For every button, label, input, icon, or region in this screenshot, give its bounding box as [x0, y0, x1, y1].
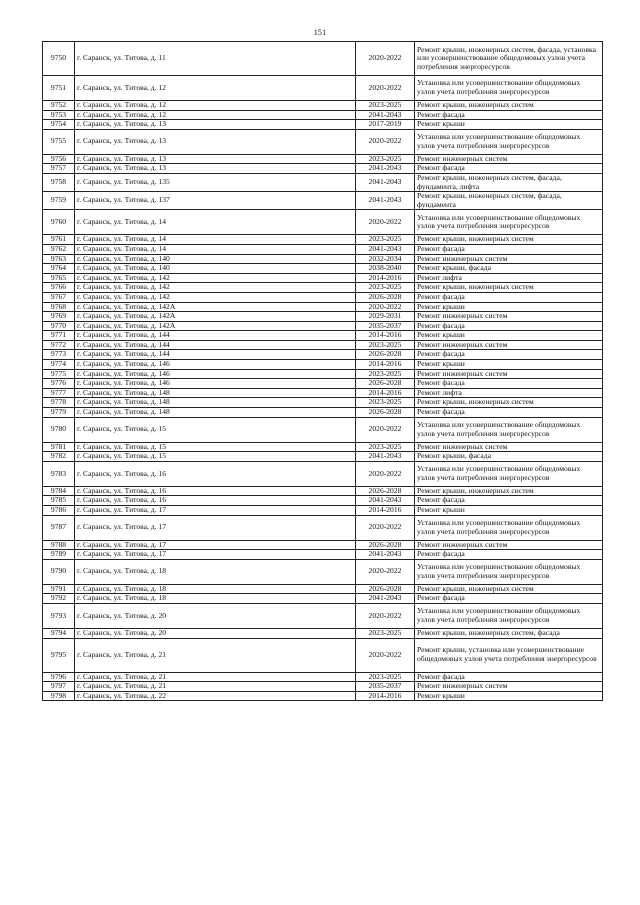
address-cell: г. Саранск, ул. Титова, д. 15	[75, 452, 356, 462]
table-row	[43, 417, 603, 442]
row-number-cell: 9776	[43, 379, 75, 389]
work-type-cell: Ремонт фасада	[415, 594, 603, 604]
period-cell: 2026-2028	[356, 486, 415, 496]
period-cell: 2020-2022	[356, 638, 415, 672]
address-cell: г. Саранск, ул. Титова, д. 13	[75, 129, 356, 154]
page-number: 151	[313, 28, 327, 37]
row-number-cell: 9766	[43, 283, 75, 293]
address-cell: г. Саранск, ул. Титова, д. 15	[75, 442, 356, 452]
address-cell: г. Саранск, ул. Титова, д. 142	[75, 273, 356, 283]
row-number-cell: 9754	[43, 120, 75, 130]
table-row	[43, 461, 603, 486]
table-row	[43, 360, 603, 370]
address-cell: г. Саранск, ул. Титова, д. 18	[75, 559, 356, 584]
period-cell: 2014-2016	[356, 360, 415, 370]
period-cell: 2032-2034	[356, 254, 415, 264]
work-type-cell: Ремонт крыши, инженерных систем	[415, 235, 603, 245]
row-number-cell: 9762	[43, 244, 75, 254]
address-cell: г. Саранск, ул. Титова, д. 17	[75, 540, 356, 550]
address-cell: г. Саранск, ул. Титова, д. 146	[75, 360, 356, 370]
row-number-cell: 9795	[43, 638, 75, 672]
work-type-cell: Ремонт фасада	[415, 244, 603, 254]
work-type-cell: Ремонт фасада	[415, 408, 603, 418]
address-cell: г. Саранск, ул. Титова, д. 142А	[75, 312, 356, 322]
work-type-cell: Ремонт инженерных систем	[415, 369, 603, 379]
row-number-cell: 9794	[43, 628, 75, 638]
address-cell: г. Саранск, ул. Титова, д. 144	[75, 340, 356, 350]
row-number-cell: 9753	[43, 110, 75, 120]
work-type-cell: Ремонт крыши, инженерных систем, фасада	[415, 628, 603, 638]
row-number-cell: 9757	[43, 164, 75, 174]
table-row	[43, 340, 603, 350]
work-type-cell: Ремонт лифта	[415, 388, 603, 398]
work-type-cell: Ремонт крыши	[415, 360, 603, 370]
address-cell: г. Саранск, ул. Титова, д. 144	[75, 331, 356, 341]
table-row	[43, 486, 603, 496]
work-type-cell: Ремонт фасада	[415, 350, 603, 360]
table-row	[43, 120, 603, 130]
work-type-cell: Ремонт фасада	[415, 496, 603, 506]
row-number-cell: 9779	[43, 408, 75, 418]
address-cell: г. Саранск, ул. Титова, д. 15	[75, 417, 356, 442]
period-cell: 2026-2028	[356, 350, 415, 360]
table-row	[43, 691, 603, 701]
period-cell: 2026-2028	[356, 379, 415, 389]
row-number-cell: 9796	[43, 672, 75, 682]
period-cell: 2023-2025	[356, 101, 415, 111]
address-cell: г. Саранск, ул. Титова, д. 146	[75, 369, 356, 379]
period-cell: 2020-2022	[356, 417, 415, 442]
address-cell: г. Саранск, ул. Титова, д. 148	[75, 388, 356, 398]
row-number-cell: 9765	[43, 273, 75, 283]
address-cell: г. Саранск, ул. Титова, д. 16	[75, 496, 356, 506]
period-cell: 2020-2022	[356, 42, 415, 76]
work-type-cell: Ремонт фасада	[415, 321, 603, 331]
address-cell: г. Саранск, ул. Титова, д. 11	[75, 42, 356, 76]
work-type-cell: Ремонт крыши, фасада	[415, 264, 603, 274]
work-type-cell: Ремонт инженерных систем	[415, 154, 603, 164]
address-cell: г. Саранск, ул. Титова, д. 142А	[75, 302, 356, 312]
period-cell: 2041-2043	[356, 164, 415, 174]
row-number-cell: 9778	[43, 398, 75, 408]
address-cell: г. Саранск, ул. Титова, д. 13	[75, 164, 356, 174]
work-type-cell: Ремонт инженерных систем	[415, 540, 603, 550]
period-cell: 2020-2022	[356, 76, 415, 101]
period-cell: 2023-2025	[356, 398, 415, 408]
work-type-cell: Ремонт крыши, инженерных систем	[415, 283, 603, 293]
row-number-cell: 9775	[43, 369, 75, 379]
row-number-cell: 9797	[43, 682, 75, 692]
address-cell: г. Саранск, ул. Титова, д. 144	[75, 350, 356, 360]
period-cell: 2023-2025	[356, 369, 415, 379]
address-cell: г. Саранск, ул. Титова, д. 12	[75, 101, 356, 111]
address-cell: г. Саранск, ул. Титова, д. 14	[75, 235, 356, 245]
table-row	[43, 192, 603, 210]
table-row	[43, 559, 603, 584]
row-number-cell: 9772	[43, 340, 75, 350]
work-type-cell: Ремонт крыши, инженерных систем	[415, 398, 603, 408]
address-cell: г. Саранск, ул. Титова, д. 21	[75, 682, 356, 692]
row-number-cell: 9750	[43, 42, 75, 76]
work-type-cell: Установка или усовершенствование общедомовых узлов учета потребления энергоресурсов	[415, 129, 603, 154]
table-row	[43, 550, 603, 560]
table-row	[43, 369, 603, 379]
period-cell: 2035-2037	[356, 682, 415, 692]
address-cell: г. Саранск, ул. Титова, д. 14	[75, 244, 356, 254]
row-number-cell: 9768	[43, 302, 75, 312]
table-row	[43, 101, 603, 111]
address-cell: г. Саранск, ул. Титова, д. 148	[75, 398, 356, 408]
address-cell: г. Саранск, ул. Титова, д. 14	[75, 210, 356, 235]
address-cell: г. Саранск, ул. Титова, д. 16	[75, 486, 356, 496]
period-cell: 2035-2037	[356, 321, 415, 331]
table-row	[43, 506, 603, 516]
row-number-cell: 9798	[43, 691, 75, 701]
period-cell: 2020-2022	[356, 302, 415, 312]
period-cell: 2023-2025	[356, 283, 415, 293]
table-row	[43, 264, 603, 274]
address-cell: г. Саранск, ул. Титова, д. 140	[75, 264, 356, 274]
row-number-cell: 9751	[43, 76, 75, 101]
table-row	[43, 379, 603, 389]
period-cell: 2023-2025	[356, 442, 415, 452]
row-number-cell: 9761	[43, 235, 75, 245]
table-row	[43, 244, 603, 254]
table-row	[43, 76, 603, 101]
period-cell: 2041-2043	[356, 173, 415, 191]
table-row	[43, 515, 603, 540]
table-row	[43, 388, 603, 398]
work-type-cell: Ремонт крыши	[415, 331, 603, 341]
address-cell: г. Саранск, ул. Титова, д. 17	[75, 515, 356, 540]
table-row	[43, 254, 603, 264]
table-row	[43, 321, 603, 331]
row-number-cell: 9771	[43, 331, 75, 341]
row-number-cell: 9767	[43, 292, 75, 302]
period-cell: 2029-2031	[356, 312, 415, 322]
address-cell: г. Саранск, ул. Титова, д. 20	[75, 628, 356, 638]
work-type-cell: Установка или усовершенствование общедомовых узлов учета потребления энергоресурсов	[415, 515, 603, 540]
table-row	[43, 672, 603, 682]
work-type-cell: Ремонт крыши, инженерных систем	[415, 486, 603, 496]
work-type-cell: Установка или усовершенствование общедомовых узлов учета потребления энергоресурсов	[415, 559, 603, 584]
period-cell: 2020-2022	[356, 603, 415, 628]
address-cell: г. Саранск, ул. Титова, д. 137	[75, 192, 356, 210]
address-cell: г. Саранск, ул. Титова, д. 22	[75, 691, 356, 701]
row-number-cell: 9774	[43, 360, 75, 370]
period-cell: 2026-2028	[356, 540, 415, 550]
period-cell: 2014-2016	[356, 691, 415, 701]
period-cell: 2041-2043	[356, 244, 415, 254]
row-number-cell: 9759	[43, 192, 75, 210]
row-number-cell: 9764	[43, 264, 75, 274]
work-type-cell: Установка или усовершенствование общедомовых узлов учета потребления энергоресурсов	[415, 76, 603, 101]
row-number-cell: 9770	[43, 321, 75, 331]
work-type-cell: Ремонт крыши, инженерных систем	[415, 101, 603, 111]
period-cell: 2020-2022	[356, 559, 415, 584]
row-number-cell: 9773	[43, 350, 75, 360]
address-cell: г. Саранск, ул. Титова, д. 21	[75, 672, 356, 682]
period-cell: 2026-2028	[356, 292, 415, 302]
table-row	[43, 452, 603, 462]
table-row	[43, 603, 603, 628]
address-cell: г. Саранск, ул. Титова, д. 18	[75, 584, 356, 594]
work-type-cell: Ремонт фасада	[415, 379, 603, 389]
work-type-cell: Ремонт фасада	[415, 164, 603, 174]
work-type-cell: Ремонт крыши, инженерных систем	[415, 584, 603, 594]
work-type-cell: Ремонт фасада	[415, 550, 603, 560]
table-row	[43, 283, 603, 293]
table-row	[43, 628, 603, 638]
period-cell: 2041-2043	[356, 496, 415, 506]
period-cell: 2014-2016	[356, 506, 415, 516]
period-cell: 2020-2022	[356, 129, 415, 154]
work-type-cell: Ремонт инженерных систем	[415, 254, 603, 264]
table-row	[43, 110, 603, 120]
period-cell: 2014-2016	[356, 331, 415, 341]
period-cell: 2020-2022	[356, 210, 415, 235]
table-row	[43, 350, 603, 360]
row-number-cell: 9786	[43, 506, 75, 516]
period-cell: 2020-2022	[356, 515, 415, 540]
row-number-cell: 9788	[43, 540, 75, 550]
address-cell: г. Саранск, ул. Титова, д. 20	[75, 603, 356, 628]
table-row	[43, 408, 603, 418]
period-cell: 2020-2022	[356, 461, 415, 486]
address-cell: г. Саранск, ул. Титова, д. 140	[75, 254, 356, 264]
period-cell: 2014-2016	[356, 388, 415, 398]
row-number-cell: 9783	[43, 461, 75, 486]
table-row	[43, 496, 603, 506]
table-body	[43, 42, 603, 701]
period-cell: 2041-2043	[356, 192, 415, 210]
table-row	[43, 331, 603, 341]
work-type-cell: Ремонт фасада	[415, 672, 603, 682]
row-number-cell: 9758	[43, 173, 75, 191]
table-row	[43, 442, 603, 452]
work-type-cell: Ремонт инженерных систем	[415, 340, 603, 350]
period-cell: 2041-2043	[356, 550, 415, 560]
work-type-cell: Ремонт крыши	[415, 506, 603, 516]
row-number-cell: 9763	[43, 254, 75, 264]
row-number-cell: 9781	[43, 442, 75, 452]
period-cell: 2023-2025	[356, 628, 415, 638]
work-type-cell: Ремонт фасада	[415, 110, 603, 120]
row-number-cell: 9785	[43, 496, 75, 506]
address-cell: г. Саранск, ул. Титова, д. 13	[75, 154, 356, 164]
address-cell: г. Саранск, ул. Титова, д. 148	[75, 408, 356, 418]
table-row	[43, 312, 603, 322]
row-number-cell: 9769	[43, 312, 75, 322]
address-cell: г. Саранск, ул. Титова, д. 16	[75, 461, 356, 486]
address-cell: г. Саранск, ул. Титова, д. 17	[75, 550, 356, 560]
work-type-cell: Ремонт фасада	[415, 292, 603, 302]
row-number-cell: 9760	[43, 210, 75, 235]
period-cell: 2026-2028	[356, 584, 415, 594]
address-cell: г. Саранск, ул. Титова, д. 18	[75, 594, 356, 604]
address-cell: г. Саранск, ул. Титова, д. 135	[75, 173, 356, 191]
work-type-cell: Ремонт крыши, инженерных систем, фасада, фундамента	[415, 192, 603, 210]
row-number-cell: 9756	[43, 154, 75, 164]
table-row	[43, 164, 603, 174]
period-cell: 2041-2043	[356, 452, 415, 462]
row-number-cell: 9793	[43, 603, 75, 628]
address-cell: г. Саранск, ул. Титова, д. 142	[75, 292, 356, 302]
address-cell: г. Саранск, ул. Титова, д. 17	[75, 506, 356, 516]
row-number-cell: 9792	[43, 594, 75, 604]
address-cell: г. Саранск, ул. Титова, д. 13	[75, 120, 356, 130]
address-cell: г. Саранск, ул. Титова, д. 12	[75, 110, 356, 120]
row-number-cell: 9752	[43, 101, 75, 111]
work-type-cell: Установка или усовершенствование общедомовых узлов учета потребления энергоресурсов	[415, 603, 603, 628]
table-row	[43, 173, 603, 191]
table-row	[43, 235, 603, 245]
registry-table	[42, 41, 603, 701]
table-row	[43, 273, 603, 283]
table-row	[43, 302, 603, 312]
work-type-cell: Ремонт крыши	[415, 302, 603, 312]
work-type-cell: Ремонт инженерных систем	[415, 682, 603, 692]
row-number-cell: 9784	[43, 486, 75, 496]
address-cell: г. Саранск, ул. Титова, д. 142	[75, 283, 356, 293]
row-number-cell: 9782	[43, 452, 75, 462]
work-type-cell: Ремонт крыши	[415, 691, 603, 701]
row-number-cell: 9777	[43, 388, 75, 398]
period-cell: 2041-2043	[356, 594, 415, 604]
table-row	[43, 292, 603, 302]
table-row	[43, 682, 603, 692]
period-cell: 2023-2025	[356, 154, 415, 164]
period-cell: 2014-2016	[356, 273, 415, 283]
work-type-cell: Установка или усовершенствование общедомовых узлов учета потребления энергоресурсов	[415, 210, 603, 235]
table-row	[43, 42, 603, 76]
work-type-cell: Установка или усовершенствование общедомовых узлов учета потребления энергоресурсов	[415, 417, 603, 442]
row-number-cell: 9791	[43, 584, 75, 594]
table-row	[43, 154, 603, 164]
table-row	[43, 594, 603, 604]
work-type-cell: Ремонт лифта	[415, 273, 603, 283]
period-cell: 2017-2019	[356, 120, 415, 130]
row-number-cell: 9789	[43, 550, 75, 560]
period-cell: 2041-2043	[356, 110, 415, 120]
work-type-cell: Ремонт инженерных систем	[415, 312, 603, 322]
table-row	[43, 129, 603, 154]
table-row	[43, 584, 603, 594]
table-row	[43, 210, 603, 235]
address-cell: г. Саранск, ул. Титова, д. 142А	[75, 321, 356, 331]
work-type-cell: Установка или усовершенствование общедомовых узлов учета потребления энергоресурсов	[415, 461, 603, 486]
table-row	[43, 398, 603, 408]
table-row	[43, 540, 603, 550]
period-cell: 2038-2040	[356, 264, 415, 274]
work-type-cell: Ремонт крыши	[415, 120, 603, 130]
work-type-cell: Ремонт крыши, установка или усовершенствование общедомовых узлов учета потребления энергоресурсов	[415, 638, 603, 672]
period-cell: 2023-2025	[356, 235, 415, 245]
row-number-cell: 9755	[43, 129, 75, 154]
period-cell: 2023-2025	[356, 340, 415, 350]
address-cell: г. Саранск, ул. Титова, д. 12	[75, 76, 356, 101]
work-type-cell: Ремонт крыши, фасада	[415, 452, 603, 462]
row-number-cell: 9780	[43, 417, 75, 442]
period-cell: 2023-2025	[356, 672, 415, 682]
work-type-cell: Ремонт крыши, инженерных систем, фасада, фундамента, лифта	[415, 173, 603, 191]
work-type-cell: Ремонт крыши, инженерных систем, фасада, установка или усовершенствование общедомовых узлов учета потребления энергоресурсов	[415, 42, 603, 76]
address-cell: г. Саранск, ул. Титова, д. 146	[75, 379, 356, 389]
table-row	[43, 638, 603, 672]
row-number-cell: 9787	[43, 515, 75, 540]
period-cell: 2026-2028	[356, 408, 415, 418]
row-number-cell: 9790	[43, 559, 75, 584]
work-type-cell: Ремонт инженерных систем	[415, 442, 603, 452]
address-cell: г. Саранск, ул. Титова, д. 21	[75, 638, 356, 672]
